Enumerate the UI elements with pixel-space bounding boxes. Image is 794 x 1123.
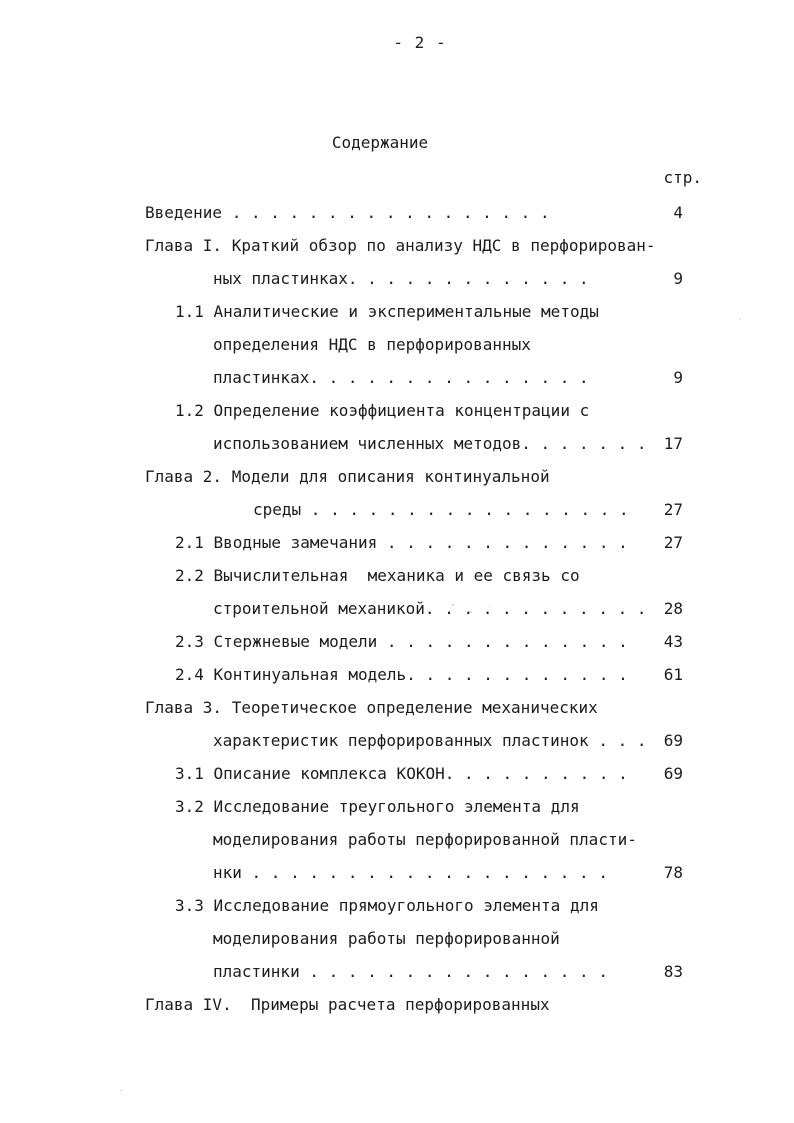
scan-speck [488, 606, 489, 607]
toc-entry-line: нки . . . . . . . . . . . . . . . . . . . [213, 863, 608, 882]
scan-speck [452, 604, 454, 606]
toc-page-number: 28 [663, 599, 683, 618]
page-number: - 2 - [393, 33, 447, 52]
toc-entry-line: ных пластинках. . . . . . . . . . . . . [213, 269, 589, 288]
toc-page-number: 9 [673, 368, 683, 387]
toc-entry-line: 1.1 Аналитические и экспериментальные методы [175, 302, 599, 321]
toc-entry-line: Глава IV. Примеры расчета перфорированных [145, 995, 550, 1014]
toc-entry-line: 2.2 Вычислительная механика и ее связь со [175, 566, 580, 585]
toc-entry-line: 3.3 Исследование прямоугольного элемента для [175, 896, 599, 915]
toc-entry-line: характеристик перфорированных пластинок . . . [213, 731, 647, 750]
toc-entry-line: определения НДС в перфорированных [213, 335, 531, 354]
toc-entry-line: использованием численных методов. . . . . . . [213, 434, 647, 453]
toc-entry-line: 1.2 Определение коэффициента концентрации с [175, 401, 590, 420]
toc-page-number: 69 [663, 731, 683, 750]
scan-speck [470, 611, 472, 613]
toc-entry-line: пластинках. . . . . . . . . . . . . . . [213, 368, 589, 387]
toc-page-number: 17 [663, 434, 683, 453]
toc-page-number: 69 [663, 764, 683, 783]
toc-page-number: 4 [673, 203, 683, 222]
toc-entry-line: 2.1 Вводные замечания . . . . . . . . . . . . . [175, 533, 628, 552]
toc-entry-line: Глава 3. Теоретическое определение механических [145, 698, 598, 717]
toc-entry-line: 3.1 Описание комплекса КОКОН. . . . . . . . . . [175, 764, 628, 783]
toc-page-number: 61 [663, 665, 683, 684]
page-column-label: стр. [663, 168, 702, 187]
toc-page-number: 43 [663, 632, 683, 651]
toc-entry-line: 2.4 Континуальная модель. . . . . . . . . . . . [175, 665, 628, 684]
toc-page-number: 83 [663, 962, 683, 981]
scan-speck [120, 1090, 122, 1091]
toc-entry-line: Глава I. Краткий обзор по анализу НДС в перфорирован- [145, 236, 656, 255]
toc-entry-line: моделирования работы перфорированной [213, 929, 560, 948]
toc-entry-line: 2.3 Стержневые модели . . . . . . . . . . . . . [175, 632, 628, 651]
toc-entry-line: Введение . . . . . . . . . . . . . . . . . [145, 203, 550, 222]
toc-page-number: 27 [663, 500, 683, 519]
toc-entry-line: 3.2 Исследование треугольного элемента для [175, 797, 580, 816]
toc-entry-line: среды . . . . . . . . . . . . . . . . . [253, 500, 629, 519]
toc-heading: Содержание [331, 133, 429, 152]
scan-speck [740, 318, 741, 320]
toc-page-number: 27 [663, 533, 683, 552]
toc-entry-line: моделирования работы перфорированной пласти- [213, 830, 637, 849]
toc-entry-line: пластинки . . . . . . . . . . . . . . . . [213, 962, 608, 981]
toc-page-number: 78 [663, 863, 683, 882]
toc-entry-line: Глава 2. Модели для описания континуальной [145, 467, 550, 486]
toc-entry-line: строительной механикой. . . . . . . . . . . . [213, 599, 647, 618]
toc-page-number: 9 [673, 269, 683, 288]
